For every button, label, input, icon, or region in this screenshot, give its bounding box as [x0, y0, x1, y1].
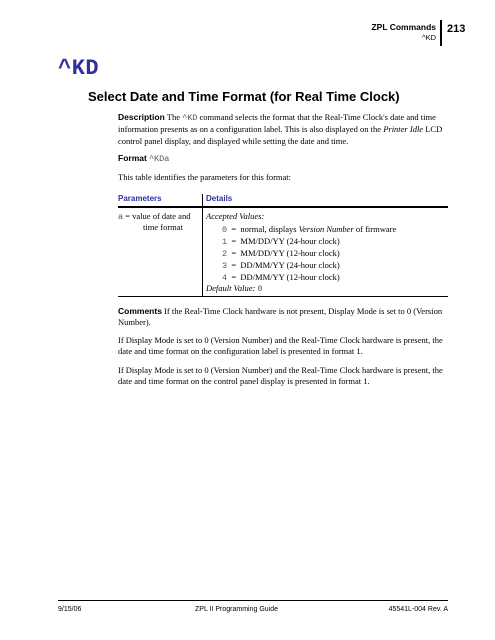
accepted-value-0 [222, 224, 396, 235]
default-value-line [206, 283, 263, 294]
value-desc: MM/DD/YY (12-hour clock) [240, 248, 340, 258]
running-header-chapter: ZPL Commands [371, 22, 436, 32]
value-eq: = [231, 272, 237, 282]
value-desc: normal, displays [240, 224, 299, 234]
section-title: Select Date and Time Format (for Real Time Clock) [88, 89, 400, 104]
footer-doc-id: 45541L-004 Rev. A [388, 606, 448, 613]
value-code: 3 [222, 261, 228, 271]
value-code: 2 [222, 249, 228, 259]
header-divider [440, 20, 442, 46]
accepted-values-label: Accepted Values: [206, 211, 265, 221]
format-line [118, 153, 448, 165]
param-desc-line2: time format [143, 222, 183, 232]
value-desc-italic: Version Number [298, 224, 354, 234]
value-code: 0 [222, 225, 228, 235]
format-label: Format [118, 153, 147, 163]
accepted-value-3 [222, 260, 340, 271]
comments-text: If the Real-Time Clock hardware is not present, Display Mode is set to 0 (Version Number). [118, 306, 443, 328]
default-value-label: Default Value: [206, 283, 256, 293]
paragraph-config-label: If Display Mode is set to 0 (Version Number) and the Real-Time Clock hardware is present, the date and time format on the configuration label is presented in format 1. [118, 335, 443, 357]
table-header-details: Details [206, 194, 233, 203]
footer-date: 9/15/06 [58, 606, 82, 613]
value-eq: = [231, 236, 237, 246]
table-intro: This table identifies the parameters for this format: [118, 172, 292, 182]
table-header-parameters: Parameters [118, 194, 162, 203]
description-paragraph [118, 112, 448, 147]
footer-guide-title: ZPL II Programming Guide [195, 606, 278, 613]
description-label: Description [118, 112, 165, 122]
description-text-post: LCD control panel display, and displayed while setting the date and time. [118, 124, 443, 146]
value-code: 1 [222, 237, 228, 247]
footer-rule [58, 600, 448, 601]
accepted-value-1 [222, 236, 340, 247]
table-header-rule [118, 206, 448, 208]
paragraph-control-panel: If Display Mode is set to 0 (Version Number) and the Real-Time Clock hardware is present, the date and time format on the control panel display is presented in format 1. [118, 365, 443, 387]
description-italic: Printer Idle [383, 124, 424, 135]
description-text-mid: command selects the format that the Real-Time Clock's date and time information presents as on a configuration label. This is also displayed on the [118, 112, 436, 135]
value-desc: DD/MM/YY (24-hour clock) [240, 260, 340, 270]
value-desc: DD/MM/YY (12-hour clock) [240, 272, 340, 282]
param-code: a [118, 212, 124, 222]
value-code: 4 [222, 273, 228, 283]
value-eq: = [231, 260, 237, 270]
table-column-divider [202, 194, 203, 296]
value-desc-post: of firmware [353, 224, 397, 234]
param-desc-line1: value of date and [132, 211, 191, 221]
value-eq: = [231, 248, 237, 258]
command-heading: ^KD [58, 56, 100, 81]
accepted-value-2 [222, 248, 340, 259]
default-value: 0 [257, 284, 263, 294]
value-desc: MM/DD/YY (24-hour clock) [240, 236, 340, 246]
comments-paragraph [118, 306, 448, 329]
accepted-value-4 [222, 272, 340, 283]
param-eq: = [125, 211, 131, 221]
page-number: 213 [447, 23, 466, 35]
comments-label: Comments [118, 306, 162, 316]
format-code: ^KDa [148, 154, 170, 164]
running-header-command: ^KD [422, 33, 436, 42]
description-text-pre: The [166, 112, 183, 122]
value-eq: = [231, 224, 237, 234]
table-bottom-rule [118, 296, 448, 297]
description-code: ^KD [182, 113, 198, 123]
